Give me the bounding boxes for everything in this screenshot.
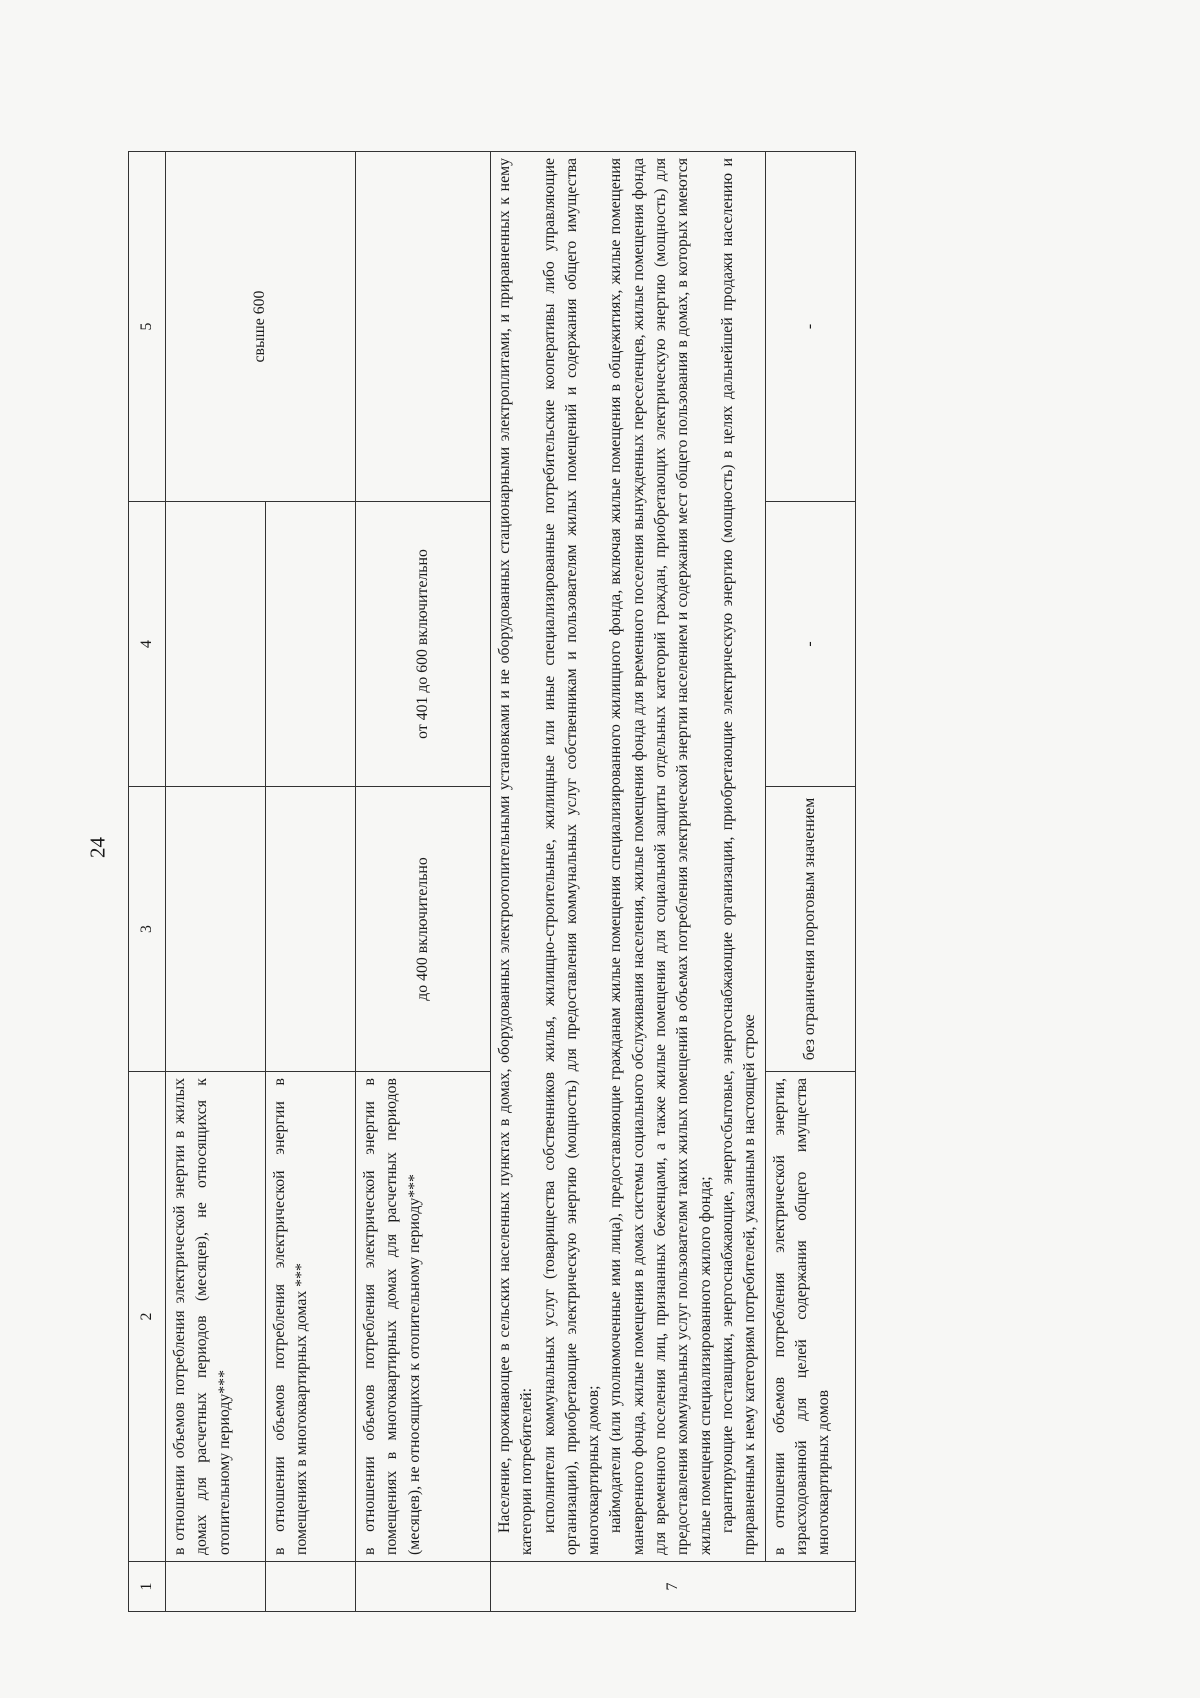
header-col-5: 5 (129, 152, 166, 502)
row3-col5 (356, 152, 491, 502)
page-number: 24 (85, 837, 110, 858)
row3-threshold-col3: до 400 включительно (356, 787, 491, 1072)
table-row (356, 152, 491, 1612)
row1-col4 (166, 502, 266, 787)
row3-col1 (356, 1562, 491, 1612)
header-col-1: 1 (129, 1562, 166, 1612)
row1-description: в отношении объемов потребления электрической энергии в жилых домах для расчетных периодов (месяцев), не относящихся к отопительному периоду*** (166, 1072, 266, 1562)
header-col-2: 2 (129, 1072, 166, 1562)
row5-col4: - (765, 502, 855, 787)
row2-col1 (266, 1562, 356, 1612)
category-description-block (491, 152, 766, 1562)
row2-col4 (266, 502, 356, 787)
row1-2-threshold-col5: свыше 600 (166, 152, 356, 502)
table-row (491, 152, 766, 1612)
category-paragraph: исполнители коммунальных услуг (товарищества собственников жилья, жилищно-строительные, жилищные или иные специализированные потребительские кооперативы либо управляющие организации), приобретающие электрическую энергию (мощность) для предоставления коммунальных услуг собственникам и пользователям жилых помещений и содержания общего имущества многоквартирных домов; (540, 158, 603, 1555)
row5-description: в отношении объемов потребления электрической энергии, израсходованной для целей содержания общего имущества многоквартирных домов (765, 1072, 855, 1562)
tariff-table (128, 151, 856, 1612)
row1-col3 (166, 787, 266, 1072)
header-col-4: 4 (129, 502, 166, 787)
category-paragraph: гарантирующие поставщики, энергоснабжающие, энергосбытовые, энергоснабжающие организации, приобретающие электрическую энергию (мощность) в целях дальнейшей продажи населению и приравненным к нему категориям потребителей, указанным в настоящей строке (718, 158, 759, 1555)
row-number-7: 7 (491, 1562, 856, 1612)
category-paragraph: наймодатели (или уполномоченные ими лица), предоставляющие гражданам жилые помещения специализированного жилищного фонда, включая жилые помещения в общежитиях, жилые помещения маневренного фонда, жилые помещения в домах системы социального обслуживания населения, жилые помещения фонда для временного поселения вынужденных переселенцев, жилые помещения фонда для временного поселения лиц, признанных беженцами, а также жилые помещения для социальной защиты отдельных категорий граждан, приобретающих электрическую энергию (мощность) для предоставления коммунальных услуг пользователям таких жилых помещений в объемах потребления электрической энергии населением и содержания мест общего пользования в домах, в которых имеются жилые помещения специализированного жилого фонда; (607, 158, 714, 1555)
row2-description: в отношении объемов потребления электрической энергии в помещениях в многоквартирных домах *** (266, 1072, 356, 1562)
row1-col1 (166, 1562, 266, 1612)
row3-threshold-col4: от 401 до 600 включительно (356, 502, 491, 787)
table-row (765, 152, 855, 1612)
header-col-3: 3 (129, 787, 166, 1072)
category-paragraph: Население, проживающее в сельских населенных пунктах в домах, оборудованных электроотопительными установками и не оборудованных стационарными электроплитами, и приравненных к нему категории потребителей: (496, 158, 536, 1555)
row5-col5: - (765, 152, 855, 502)
row2-col3 (266, 787, 356, 1072)
rotated-page (128, 152, 1008, 1612)
row3-description: в отношении объемов потребления электрической энергии в помещениях в многоквартирных домах для расчетных периодов (месяцев), не относящихся к отопительному периоду*** (356, 1072, 491, 1562)
header-row (129, 152, 166, 1612)
row5-threshold-col3: без ограничения пороговым значением (765, 787, 855, 1072)
table-row (166, 152, 266, 1612)
